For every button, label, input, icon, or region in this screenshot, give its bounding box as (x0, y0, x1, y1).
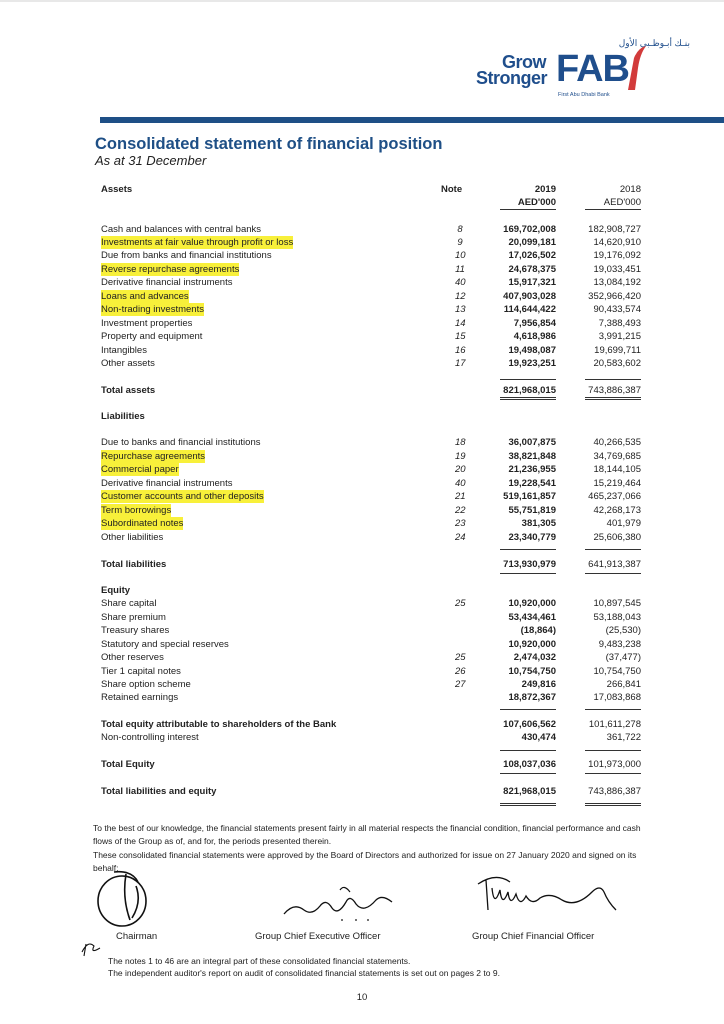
row-label: Other assets (101, 358, 155, 369)
row-note: 24 (455, 532, 466, 543)
row-value-2019: 23,340,779 (508, 532, 556, 543)
row-note: 11 (455, 264, 465, 275)
row-value-2018: 101,973,000 (588, 759, 641, 770)
table-row (101, 384, 641, 397)
row-value-2018: (37,477) (605, 652, 641, 663)
row-value-2018: 3,991,215 (598, 331, 641, 342)
assets-subtotal-rule-2018 (585, 379, 641, 380)
row-value-2019: (18,864) (520, 625, 556, 636)
table-row (101, 236, 641, 249)
column-2019-header-underline (500, 209, 556, 210)
row-value-2018: 743,886,387 (588, 786, 641, 797)
nci-rule-2018 (585, 750, 641, 751)
row-note: 40 (455, 478, 466, 489)
row-label: Derivative financial instruments (101, 277, 233, 288)
brand-logo-block (476, 38, 696, 100)
row-value-2018: 101,611,278 (588, 719, 641, 730)
liabilities-subtotal-rule-2019 (500, 549, 556, 550)
table-row (101, 558, 641, 571)
assets-heading: Assets (101, 184, 133, 195)
brand-arabic-name: بنـك أبـوظـبي الأول (618, 38, 690, 48)
table-row (101, 624, 641, 637)
row-label: Due from banks and financial institutions (101, 250, 272, 261)
table-row (101, 450, 641, 463)
row-value-2018: 743,886,387 (588, 385, 641, 396)
row-value-2019: 10,754,750 (508, 666, 556, 677)
row-label: Intangibles (101, 345, 147, 356)
row-value-2018: 361,722 (606, 732, 641, 743)
row-value-2019: 55,751,819 (508, 505, 556, 516)
row-note: 13 (455, 304, 466, 315)
fab-logo: FAB (556, 48, 629, 90)
row-value-2018: 53,188,043 (593, 612, 641, 623)
table-row (101, 276, 641, 289)
row-label: Reverse repurchase agreements (101, 264, 240, 275)
row-value-2018: 14,620,910 (593, 237, 641, 248)
table-row (101, 223, 641, 236)
row-note: 8 (457, 224, 463, 235)
total-equity-rule-2018 (585, 773, 641, 774)
row-value-2018: 352,966,420 (588, 291, 641, 302)
row-label: Share premium (101, 612, 166, 623)
row-value-2019: 821,968,015 (503, 786, 556, 797)
column-2018-unit: AED'000 (603, 197, 641, 208)
row-label: Subordinated notes (101, 518, 184, 529)
slogan-line-2: Stronger (476, 68, 548, 88)
row-label: Equity (101, 585, 131, 596)
fab-logo-swoosh-icon (626, 44, 648, 92)
grand-total-double-rule-2019 (500, 805, 556, 806)
slogan-line-1: Grow (501, 52, 546, 72)
row-value-2019: 18,872,367 (508, 692, 556, 703)
row-label: Investment properties (101, 318, 193, 329)
row-label: Other reserves (101, 652, 164, 663)
row-value-2019: 19,498,087 (508, 345, 556, 356)
table-row (101, 691, 641, 704)
cfo-signature-icon (476, 870, 636, 920)
row-note: 21 (455, 491, 466, 502)
equity-subtotal-rule-2018 (585, 709, 641, 710)
row-note: 15 (455, 331, 466, 342)
row-value-2018: 10,897,545 (593, 598, 641, 609)
row-value-2019: 249,816 (521, 679, 556, 690)
row-label: Total equity attributable to shareholders of the Bank (101, 719, 337, 730)
row-value-2018: 465,237,066 (588, 491, 641, 502)
row-label: Treasury shares (101, 625, 170, 636)
row-value-2018: 13,084,192 (593, 277, 641, 288)
approval-statement: These consolidated financial statements were approved by the Board of Directors and authorized for issue on 27 January 2020 and signed on its behalf: (93, 850, 637, 873)
row-label: Other liabilities (101, 532, 164, 543)
assets-total-rule-2019 (500, 397, 556, 398)
row-note: 18 (455, 437, 466, 448)
table-row (101, 785, 641, 798)
table-row (101, 330, 641, 343)
table-row (101, 597, 641, 610)
row-value-2018: (25,530) (605, 625, 641, 636)
note-column-header: Note (441, 184, 463, 195)
page-subtitle: As at 31 December (95, 153, 207, 168)
row-value-2019: 21,236,955 (508, 464, 556, 475)
row-note: 14 (455, 318, 466, 329)
assets-total-double-rule-2019 (500, 399, 556, 400)
row-value-2019: 713,930,979 (503, 559, 556, 570)
table-row (101, 477, 641, 490)
table-row (101, 357, 641, 370)
table-row (101, 410, 641, 423)
row-value-2018: 40,266,535 (593, 437, 641, 448)
row-label: Customer accounts and other deposits (101, 491, 264, 502)
column-2018-year: 2018 (619, 184, 641, 195)
grand-total-rule-2019 (500, 803, 556, 804)
row-value-2018: 15,219,464 (593, 478, 641, 489)
row-label: Commercial paper (101, 464, 179, 475)
cfo-label: Group Chief Financial Officer (472, 931, 595, 942)
brand-slogan (476, 54, 546, 86)
total-equity-rule-2019 (500, 773, 556, 774)
row-value-2019: 10,920,000 (508, 639, 556, 650)
row-label: Non-trading investments (101, 304, 204, 315)
row-value-2018: 182,908,727 (588, 224, 641, 235)
row-value-2018: 19,033,451 (593, 264, 641, 275)
row-value-2019: 36,007,875 (508, 437, 556, 448)
row-value-2019: 20,099,181 (508, 237, 556, 248)
row-value-2019: 407,903,028 (503, 291, 556, 302)
fab-logo-subtext: First Abu Dhabi Bank (558, 92, 610, 98)
row-value-2018: 641,913,387 (588, 559, 641, 570)
row-note: 26 (455, 666, 466, 677)
row-note: 22 (455, 505, 466, 516)
table-row (101, 249, 641, 262)
ceo-label: Group Chief Executive Officer (255, 931, 381, 942)
liabilities-subtotal-rule-2018 (585, 549, 641, 550)
row-label: Cash and balances with central banks (101, 224, 262, 235)
row-note: 23 (455, 518, 466, 529)
table-row (101, 678, 641, 691)
table-row (101, 584, 641, 597)
row-label: Share option scheme (101, 679, 191, 690)
table-row (101, 344, 641, 357)
row-label: Total liabilities (101, 559, 167, 570)
assets-subtotal-rule-2019 (500, 379, 556, 380)
row-value-2019: 17,026,502 (508, 250, 556, 261)
row-value-2019: 10,920,000 (508, 598, 556, 609)
column-2018-header-underline (585, 209, 641, 210)
table-row (101, 651, 641, 664)
table-row (101, 517, 641, 530)
row-value-2018: 401,979 (606, 518, 641, 529)
row-value-2019: 53,434,461 (508, 612, 556, 623)
row-note: 10 (455, 250, 466, 261)
table-row (101, 665, 641, 678)
page-number: 10 (356, 992, 368, 1003)
row-note: 20 (455, 464, 466, 475)
table-row (101, 531, 641, 544)
row-note: 25 (455, 598, 466, 609)
row-value-2018: 10,754,750 (593, 666, 641, 677)
row-note: 27 (455, 679, 466, 690)
row-label: Property and equipment (101, 331, 203, 342)
auditor-footnote: The independent auditor's report on audit of consolidated financial statements is set out on pages 2 to 9. (108, 968, 500, 978)
row-label: Tier 1 capital notes (101, 666, 181, 677)
row-label: Retained earnings (101, 692, 179, 703)
assets-total-rule-2018 (585, 397, 641, 398)
row-note: 16 (455, 345, 466, 356)
fair-presentation-statement: To the best of our knowledge, the financial statements present fairly in all material respects the financial condition, financial performance and cash flows of the Group as of, and for, the periods presented therein. (93, 823, 641, 846)
ceo-signature-icon (280, 880, 400, 925)
column-2018-header (580, 183, 641, 209)
row-value-2019: 15,917,321 (508, 277, 556, 288)
row-value-2019: 821,968,015 (503, 385, 556, 396)
grand-total-rule-2018 (585, 803, 641, 804)
row-value-2018: 9,483,238 (598, 639, 641, 650)
row-value-2019: 114,644,422 (503, 304, 556, 315)
row-label: Statutory and special reserves (101, 639, 229, 650)
row-value-2018: 34,769,685 (593, 451, 641, 462)
row-value-2018: 19,176,092 (593, 250, 641, 261)
row-note: 12 (455, 291, 466, 302)
row-value-2018: 18,144,105 (593, 464, 641, 475)
header-divider-bar (100, 117, 724, 123)
row-value-2019: 519,161,857 (503, 491, 556, 502)
liabilities-total-rule-2018 (585, 573, 641, 574)
row-value-2019: 169,702,008 (503, 224, 556, 235)
row-label: Loans and advances (101, 291, 189, 302)
column-2019-unit: AED'000 (517, 197, 556, 208)
row-note: 17 (455, 358, 466, 369)
table-row (101, 290, 641, 303)
table-row (101, 317, 641, 330)
row-label: Total assets (101, 385, 156, 396)
row-label: Liabilities (101, 411, 145, 422)
row-value-2018: 266,841 (606, 679, 641, 690)
table-row (101, 638, 641, 651)
row-value-2019: 2,474,032 (513, 652, 556, 663)
row-note: 19 (455, 451, 466, 462)
table-row (101, 463, 641, 476)
assets-total-double-rule-2018 (585, 399, 641, 400)
column-2019-header (500, 183, 556, 209)
row-note: 40 (455, 277, 466, 288)
column-2019-year: 2019 (534, 184, 556, 195)
row-label: Repurchase agreements (101, 451, 206, 462)
table-row (101, 263, 641, 276)
page-title: Consolidated statement of financial position (95, 135, 443, 153)
row-value-2019: 381,305 (521, 518, 556, 529)
row-label: Investments at fair value through profit or loss (101, 237, 294, 248)
nci-rule-2019 (500, 750, 556, 751)
chairman-signature-icon (92, 868, 162, 930)
table-row (101, 758, 641, 771)
initials-mark-icon (80, 938, 104, 958)
row-label: Due to banks and financial institutions (101, 437, 261, 448)
row-value-2019: 19,228,541 (508, 478, 556, 489)
row-value-2019: 38,821,848 (508, 451, 556, 462)
notes-footnote: The notes 1 to 46 are an integral part of these consolidated financial statements. (108, 956, 411, 966)
equity-subtotal-rule-2019 (500, 709, 556, 710)
row-value-2019: 108,037,036 (503, 759, 556, 770)
row-note: 9 (457, 237, 463, 248)
row-value-2018: 90,433,574 (593, 304, 641, 315)
table-row (101, 436, 641, 449)
row-value-2018: 20,583,602 (593, 358, 641, 369)
row-label: Total liabilities and equity (101, 786, 217, 797)
row-value-2019: 24,678,375 (508, 264, 556, 275)
table-row (101, 718, 641, 731)
chairman-label: Chairman (116, 931, 158, 942)
row-value-2018: 7,388,493 (598, 318, 641, 329)
table-row (101, 504, 641, 517)
row-label: Term borrowings (101, 505, 172, 516)
row-value-2018: 42,268,173 (593, 505, 641, 516)
row-value-2018: 19,699,711 (594, 345, 641, 356)
row-value-2018: 25,606,380 (593, 532, 641, 543)
row-label: Share capital (101, 598, 157, 609)
row-value-2019: 4,618,986 (513, 331, 556, 342)
row-label: Non-controlling interest (101, 732, 199, 743)
table-row (101, 731, 641, 744)
grand-total-double-rule-2018 (585, 805, 641, 806)
row-label: Total Equity (101, 759, 155, 770)
row-value-2019: 19,923,251 (508, 358, 556, 369)
top-border (0, 0, 724, 2)
row-note: 25 (455, 652, 466, 663)
table-row (101, 490, 641, 503)
row-label: Derivative financial instruments (101, 478, 233, 489)
row-value-2018: 17,083,868 (593, 692, 641, 703)
row-value-2019: 430,474 (521, 732, 556, 743)
liabilities-total-rule-2019 (500, 573, 556, 574)
table-row (101, 611, 641, 624)
row-value-2019: 7,956,854 (513, 318, 556, 329)
table-row (101, 303, 641, 316)
row-value-2019: 107,606,562 (503, 719, 556, 730)
